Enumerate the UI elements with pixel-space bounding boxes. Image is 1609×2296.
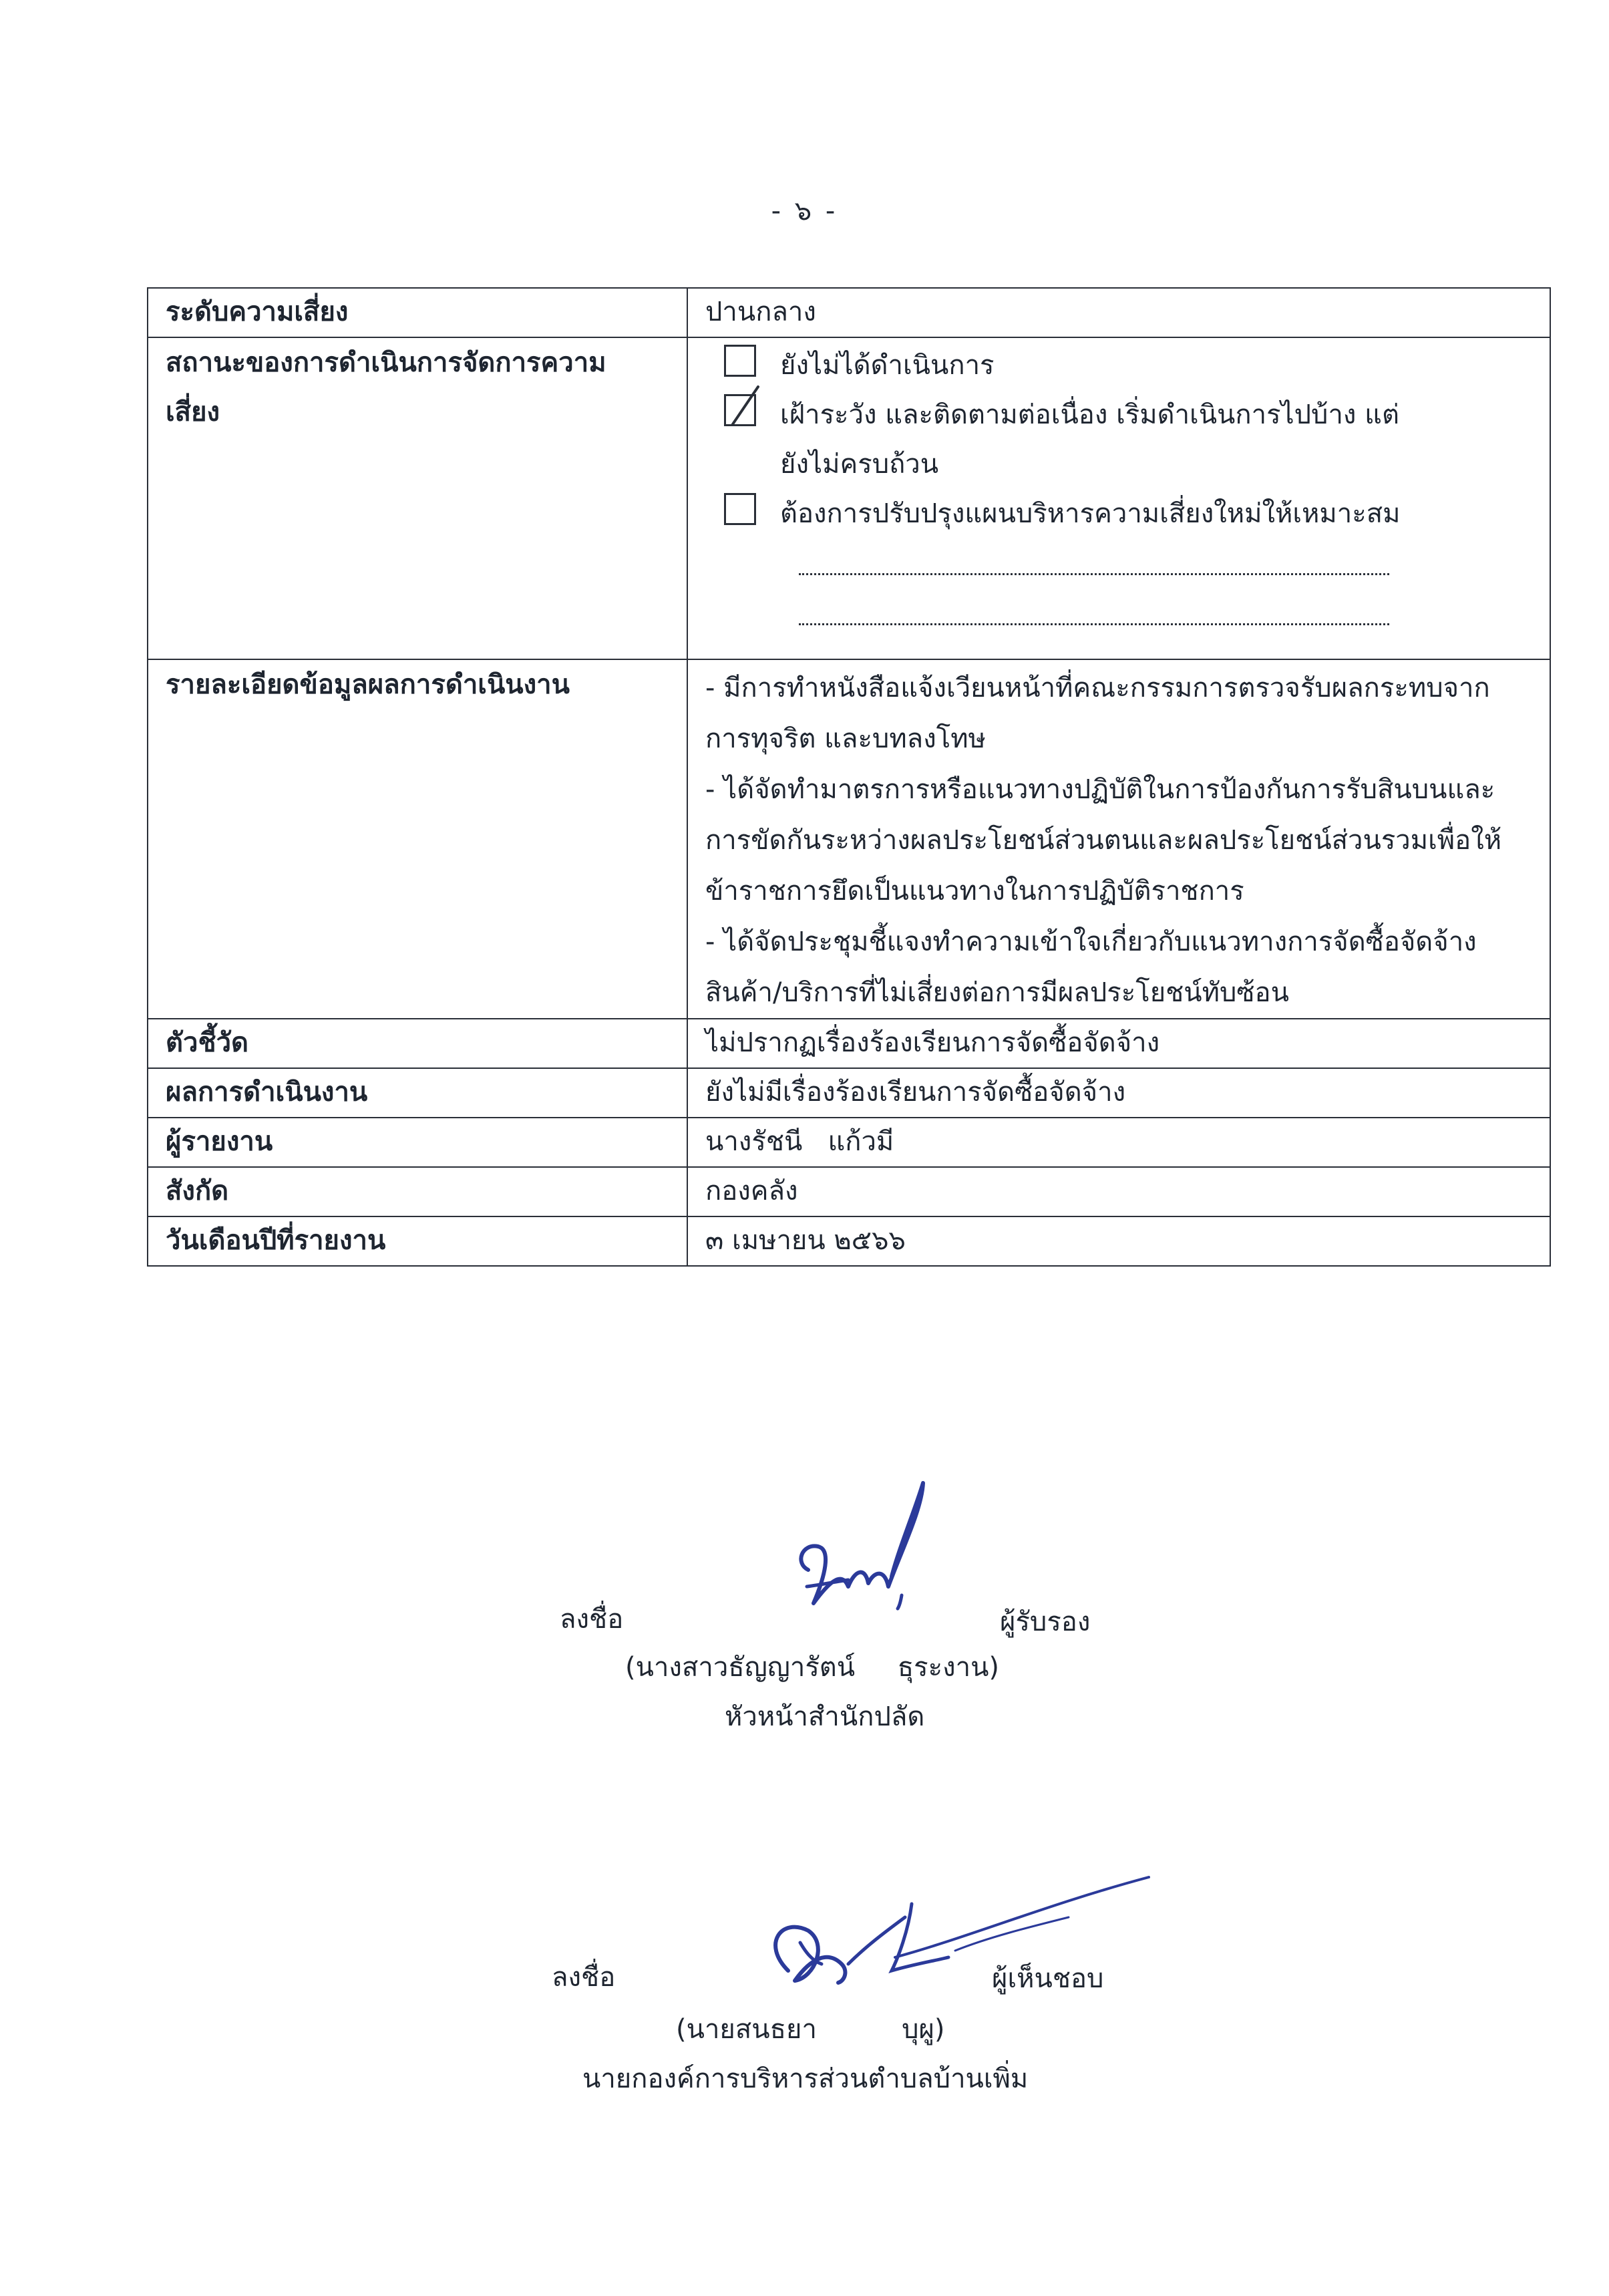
risk-level-label: ระดับความเสี่ยง [148, 288, 687, 337]
page-number: - ๖ - [771, 196, 838, 226]
details-line-7: สินค้า/บริการที่ไม่เสี่ยงต่อการมีผลประโยชน์ทับซ้อน [705, 977, 1289, 1008]
dotted-fill-line-1 [799, 538, 1389, 575]
checkbox-monitoring[interactable] [724, 394, 756, 426]
approver-position: นายกองค์การบริหารส่วนตำบลบ้านเพิ่ม [582, 2064, 1029, 2094]
row-details [148, 659, 1550, 1019]
details-value [687, 659, 1550, 1019]
row-risk-level [148, 288, 1550, 337]
option-not-started-text: ยังไม่ได้ดำเนินการ [780, 350, 995, 381]
details-line-6: - ได้จัดประชุมชี้แจงทำความเข้าใจเกี่ยวกับแนวทางการจัดซื้อจัดจ้าง [705, 927, 1477, 957]
details-line-4: การขัดกันระหว่างผลประโยชน์ส่วนตนและผลประโยชน์ส่วนรวมเพื่อให้ [705, 825, 1502, 856]
row-status [148, 337, 1550, 659]
division-label: สังกัด [148, 1167, 687, 1216]
report-date-label: วันเดือนปีที่รายงาน [148, 1216, 687, 1266]
report-date-value: ๓ เมษายน ๒๕๖๖ [687, 1216, 1550, 1266]
option-monitoring-line1: เฝ้าระวัง และติดตามต่อเนื่อง เริ่มดำเนินการไปบ้าง แต่ [780, 399, 1399, 430]
option-monitoring-text [780, 390, 1536, 489]
checkbox-improve-plan[interactable] [724, 493, 756, 525]
row-division [148, 1167, 1550, 1216]
status-label [148, 337, 687, 659]
dotted-fill-line-2 [799, 589, 1389, 625]
row-indicator [148, 1019, 1550, 1068]
status-label-line2: เสี่ยง [166, 397, 220, 428]
certifier-name: (นางสาวธัญญารัตน์ ธุระงาน) [625, 1652, 1000, 1683]
division-value: กองคลัง [687, 1167, 1550, 1216]
certifier-sign-label: ลงชื่อ [560, 1604, 624, 1635]
indicator-label: ตัวชี้วัด [148, 1019, 687, 1068]
certifier-role: ผู้รับรอง [1000, 1607, 1091, 1637]
row-reporter [148, 1118, 1550, 1167]
status-options [687, 337, 1550, 659]
checkbox-not-started[interactable] [724, 345, 756, 377]
details-line-3: - ได้จัดทำมาตรการหรือแนวทางปฏิบัติในการป้องกันการรับสินบนและ [705, 774, 1495, 805]
status-label-line1: สถานะของการดำเนินการจัดการความ [166, 347, 606, 378]
status-option-monitoring[interactable] [724, 390, 1536, 489]
option-monitoring-line2: ยังไม่ครบถ้วน [780, 449, 939, 480]
result-value: ยังไม่มีเรื่องร้องเรียนการจัดซื้อจัดจ้าง [687, 1068, 1550, 1118]
risk-level-value: ปานกลาง [687, 288, 1550, 337]
risk-report-table [147, 287, 1551, 1267]
result-label: ผลการดำเนินงาน [148, 1068, 687, 1118]
option-improve-plan-text: ต้องการปรับปรุงแผนบริหารความเสี่ยงใหม่ให้เหมาะสม [780, 498, 1401, 529]
status-option-not-started[interactable] [724, 341, 1536, 390]
status-option-improve-plan[interactable] [724, 489, 1536, 538]
approver-sign-label: ลงชื่อ [552, 1962, 616, 1993]
row-result [148, 1068, 1550, 1118]
reporter-value: นางรัชนี แก้วมี [687, 1118, 1550, 1167]
details-line-2: การทุจริต และบทลงโทษ [705, 723, 986, 754]
certifier-signature-icon [748, 1470, 948, 1623]
row-report-date [148, 1216, 1550, 1266]
details-label: รายละเอียดข้อมูลผลการดำเนินงาน [148, 659, 687, 1019]
checkmark-icon [723, 383, 770, 431]
indicator-value: ไม่ปรากฏเรื่องร้องเรียนการจัดซื้อจัดจ้าง [687, 1019, 1550, 1068]
approver-name: (นายสนธยา บุผู) [676, 2014, 945, 2045]
details-line-5: ข้าราชการยึดเป็นแนวทางในการปฏิบัติราชการ [705, 876, 1244, 907]
details-line-1: - มีการทำหนังสือแจ้งเวียนหน้าที่คณะกรรมการตรวจรับผลกระทบจาก [705, 673, 1490, 703]
certifier-position: หัวหน้าสำนักปลัด [725, 1701, 925, 1732]
approver-role: ผู้เห็นชอบ [992, 1963, 1104, 1994]
reporter-label: ผู้รายงาน [148, 1118, 687, 1167]
